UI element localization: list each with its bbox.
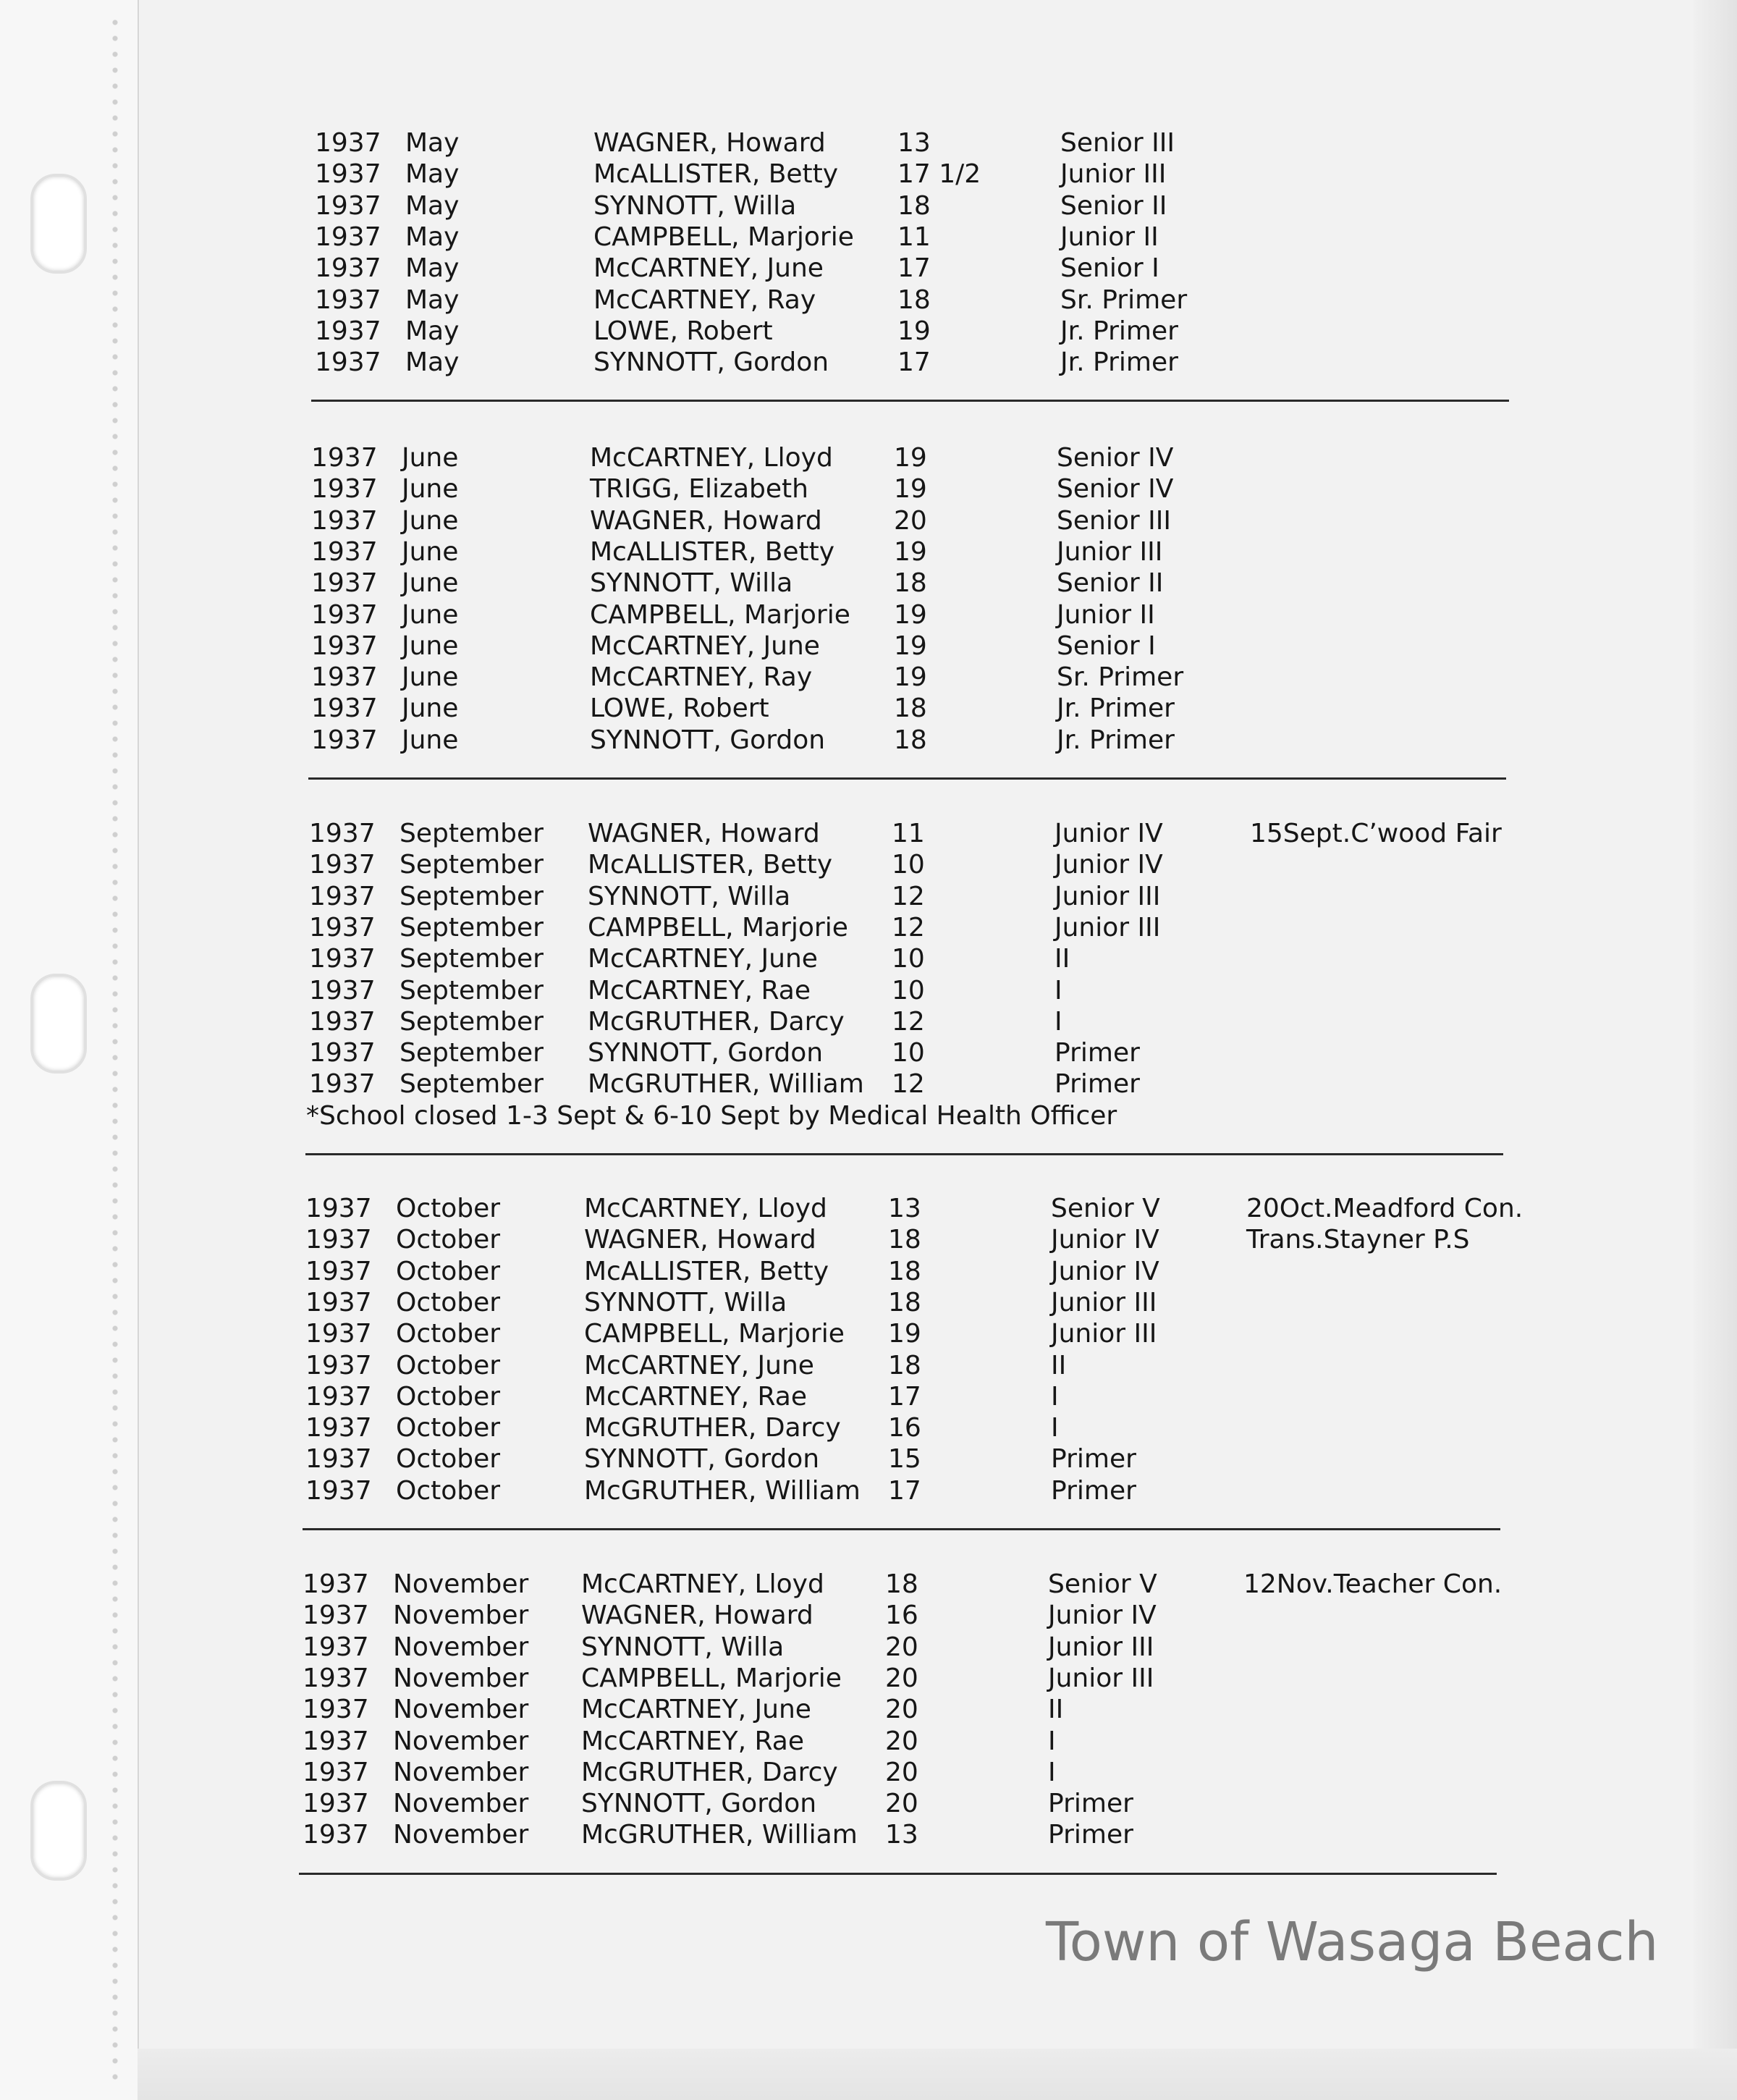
grade-cell: Senior V (1051, 1194, 1160, 1223)
table-row (305, 1193, 1737, 1225)
grade-cell: I (1055, 975, 1062, 1005)
mark-cell: 17 (888, 1381, 921, 1412)
year-cell: 1937 (309, 881, 376, 911)
student-name-cell: WAGNER, Howard (593, 128, 826, 158)
month-cell: September (400, 881, 544, 911)
table-row (311, 568, 1737, 599)
grade-cell: Senior IV (1057, 474, 1174, 505)
grade-cell: II (1055, 944, 1070, 974)
year-cell: 1937 (309, 819, 376, 848)
year-cell: 1937 (315, 284, 381, 315)
mark-cell: 20 (885, 1663, 918, 1693)
year-cell: 1937 (303, 1820, 369, 1850)
month-cell: May (405, 253, 460, 284)
table-row (311, 442, 1737, 474)
mark-cell: 18 (894, 693, 927, 724)
table-row (315, 127, 1737, 159)
table-row (309, 1068, 1737, 1100)
table-row (305, 1287, 1737, 1319)
month-cell: May (405, 284, 460, 315)
table-row (315, 222, 1737, 253)
year-cell: 1937 (305, 1350, 372, 1380)
year-cell: 1937 (303, 1632, 369, 1662)
year-cell: 1937 (305, 1475, 372, 1506)
year-cell: 1937 (311, 443, 378, 473)
student-name-cell: LOWE, Robert (593, 316, 773, 346)
grade-cell: I (1051, 1381, 1059, 1412)
binder-hole (30, 974, 87, 1074)
month-cell: October (396, 1381, 501, 1412)
grade-cell: Sr. Primer (1057, 662, 1184, 693)
student-name-cell: WAGNER, Howard (584, 1225, 816, 1255)
mark-cell: 18 (894, 725, 927, 755)
month-cell: November (393, 1663, 529, 1693)
grade-cell: Primer (1051, 1475, 1136, 1506)
table-row (309, 818, 1737, 850)
table-row (305, 1412, 1737, 1444)
year-cell: 1937 (309, 975, 376, 1005)
sleeve-bottom-edge (138, 2049, 1737, 2100)
year-cell: 1937 (311, 599, 378, 630)
month-cell: June (402, 505, 459, 536)
grade-cell: Senior I (1057, 631, 1156, 661)
grade-cell: Senior III (1060, 128, 1175, 158)
mark-cell: 19 (894, 631, 927, 661)
month-cell: May (405, 316, 460, 346)
binder-strip (0, 0, 140, 2100)
student-name-cell: CAMPBELL, Marjorie (588, 912, 848, 943)
year-cell: 1937 (309, 912, 376, 943)
grade-cell: Junior II (1060, 222, 1159, 252)
mark-cell: 10 (892, 975, 925, 1005)
month-cell: May (405, 159, 460, 190)
table-row (303, 1757, 1737, 1789)
grade-cell: Sr. Primer (1060, 284, 1188, 315)
month-cell: June (402, 662, 459, 693)
mark-cell: 10 (892, 944, 925, 974)
mark-cell: 13 (897, 128, 931, 158)
mark-cell: 10 (892, 850, 925, 880)
mark-cell: 19 (894, 443, 927, 473)
year-cell: 1937 (315, 159, 381, 190)
month-cell: October (396, 1444, 501, 1475)
grade-cell: Senior IV (1057, 443, 1174, 473)
table-row (309, 1037, 1737, 1069)
month-cell: November (393, 1820, 529, 1850)
mark-cell: 18 (897, 190, 931, 221)
year-cell: 1937 (311, 474, 378, 505)
mark-cell: 19 (888, 1319, 921, 1349)
table-row (315, 347, 1737, 379)
mark-cell: 18 (888, 1350, 921, 1380)
month-cell: June (402, 568, 459, 599)
mark-cell: 18 (888, 1256, 921, 1286)
grade-cell: Junior IV (1051, 1256, 1159, 1286)
mark-cell: 17 1/2 (897, 159, 981, 190)
student-name-cell: McGRUTHER, William (581, 1820, 858, 1850)
month-cell: October (396, 1350, 501, 1380)
student-name-cell: McGRUTHER, William (588, 1069, 864, 1100)
grade-cell: Primer (1055, 1069, 1140, 1100)
mark-cell: 20 (894, 505, 927, 536)
student-name-cell: CAMPBELL, Marjorie (581, 1663, 842, 1693)
mark-cell: 19 (894, 662, 927, 693)
year-cell: 1937 (309, 850, 376, 880)
student-name-cell: McGRUTHER, Darcy (581, 1757, 838, 1787)
student-name-cell: SYNNOTT, Gordon (581, 1789, 817, 1819)
section-divider (303, 1528, 1500, 1530)
mark-cell: 18 (888, 1287, 921, 1317)
table-row (315, 316, 1737, 347)
student-name-cell: McCARTNEY, Lloyd (584, 1194, 827, 1223)
month-cell: October (396, 1475, 501, 1506)
year-cell: 1937 (305, 1319, 372, 1349)
table-row (305, 1350, 1737, 1382)
mark-cell: 18 (885, 1569, 918, 1599)
month-cell: June (402, 443, 459, 473)
binder-hole (30, 174, 87, 274)
grade-cell: Junior III (1060, 159, 1167, 190)
mark-cell: 12 (892, 912, 925, 943)
grade-cell: Senior I (1060, 253, 1159, 284)
grade-cell: Jr. Primer (1060, 316, 1178, 346)
table-row (303, 1632, 1737, 1663)
year-cell: 1937 (315, 316, 381, 346)
student-name-cell: McALLISTER, Betty (588, 850, 833, 880)
student-name-cell: TRIGG, Elizabeth (590, 474, 808, 505)
year-cell: 1937 (309, 1006, 376, 1037)
year-cell: 1937 (303, 1757, 369, 1787)
grade-cell: Junior IV (1048, 1601, 1157, 1631)
student-name-cell: SYNNOTT, Willa (588, 881, 791, 911)
binder-hole (30, 1781, 87, 1881)
table-row (311, 473, 1737, 505)
year-cell: 1937 (311, 568, 378, 599)
year-cell: 1937 (315, 128, 381, 158)
year-cell: 1937 (305, 1194, 372, 1223)
table-row (305, 1256, 1737, 1288)
year-cell: 1937 (303, 1695, 369, 1725)
table-row (315, 159, 1737, 190)
month-cell: November (393, 1789, 529, 1819)
student-name-cell: McCARTNEY, Rae (588, 975, 811, 1005)
year-cell: 1937 (315, 222, 381, 252)
mark-cell: 12 (892, 1006, 925, 1037)
year-cell: 1937 (305, 1444, 372, 1475)
month-cell: June (402, 536, 459, 567)
grade-cell: Junior III (1055, 881, 1161, 911)
table-row (309, 1006, 1737, 1038)
year-cell: 1937 (315, 253, 381, 284)
table-row (303, 1819, 1737, 1851)
student-name-cell: SYNNOTT, Gordon (593, 347, 829, 378)
mark-cell: 11 (897, 222, 931, 252)
month-cell: November (393, 1569, 529, 1599)
note-cell: Trans.Stayner P.S (1246, 1225, 1470, 1255)
table-row (315, 253, 1737, 284)
table-row (305, 1224, 1737, 1256)
month-cell: October (396, 1413, 501, 1443)
table-row (305, 1475, 1737, 1507)
student-name-cell: SYNNOTT, Willa (593, 190, 797, 221)
year-cell: 1937 (311, 505, 378, 536)
grade-cell: Junior III (1055, 912, 1161, 943)
month-cell: June (402, 599, 459, 630)
student-name-cell: SYNNOTT, Gordon (584, 1444, 820, 1475)
student-name-cell: McCARTNEY, June (590, 631, 820, 661)
month-cell: October (396, 1194, 501, 1223)
month-cell: September (400, 944, 544, 974)
mark-cell: 16 (888, 1413, 921, 1443)
grade-cell: II (1048, 1695, 1064, 1725)
year-cell: 1937 (309, 1069, 376, 1100)
student-name-cell: SYNNOTT, Gordon (588, 1038, 824, 1068)
month-cell: May (405, 190, 460, 221)
year-cell: 1937 (311, 536, 378, 567)
grade-cell: Junior III (1051, 1287, 1157, 1317)
mark-cell: 19 (894, 599, 927, 630)
grade-cell: Junior III (1057, 536, 1163, 567)
year-cell: 1937 (311, 631, 378, 661)
table-row (311, 662, 1737, 693)
table-row (311, 599, 1737, 631)
table-row (311, 536, 1737, 568)
student-name-cell: SYNNOTT, Willa (584, 1287, 787, 1317)
grade-cell: Senior II (1057, 568, 1164, 599)
grade-cell: I (1048, 1726, 1056, 1756)
year-cell: 1937 (303, 1663, 369, 1693)
student-name-cell: McCARTNEY, Ray (593, 284, 816, 315)
student-name-cell: McCARTNEY, June (593, 253, 824, 284)
grade-cell: Junior IV (1051, 1225, 1159, 1255)
mark-cell: 18 (897, 284, 931, 315)
grade-cell: Senior V (1048, 1569, 1157, 1599)
month-cell: September (400, 819, 544, 848)
mark-cell: 13 (888, 1194, 921, 1223)
mark-cell: 11 (892, 819, 925, 848)
month-cell: June (402, 725, 459, 755)
month-cell: October (396, 1319, 501, 1349)
table-row (305, 1443, 1737, 1475)
year-cell: 1937 (311, 725, 378, 755)
student-name-cell: McCARTNEY, June (584, 1350, 814, 1380)
table-row (303, 1663, 1737, 1695)
month-cell: November (393, 1601, 529, 1631)
student-name-cell: WAGNER, Howard (590, 505, 822, 536)
table-row (311, 631, 1737, 662)
mark-cell: 19 (894, 536, 927, 567)
student-name-cell: WAGNER, Howard (581, 1601, 813, 1631)
grade-cell: Junior III (1048, 1663, 1154, 1693)
month-cell: September (400, 912, 544, 943)
student-name-cell: McALLISTER, Betty (584, 1256, 829, 1286)
table-row (311, 505, 1737, 537)
month-cell: September (400, 975, 544, 1005)
year-cell: 1937 (303, 1601, 369, 1631)
mark-cell: 18 (888, 1225, 921, 1255)
grade-cell: II (1051, 1350, 1067, 1380)
section-divider (305, 1153, 1503, 1155)
mark-cell: 20 (885, 1632, 918, 1662)
year-cell: 1937 (303, 1726, 369, 1756)
month-cell: June (402, 631, 459, 661)
table-row (309, 975, 1737, 1007)
student-name-cell: McALLISTER, Betty (590, 536, 835, 567)
perforation-strip (109, 14, 122, 2085)
grade-cell: Jr. Primer (1057, 693, 1175, 724)
year-cell: 1937 (305, 1225, 372, 1255)
year-cell: 1937 (305, 1287, 372, 1317)
mark-cell: 17 (888, 1475, 921, 1506)
grade-cell: Primer (1048, 1789, 1133, 1819)
student-name-cell: SYNNOTT, Willa (581, 1632, 785, 1662)
section-divider (311, 400, 1509, 402)
year-cell: 1937 (309, 1038, 376, 1068)
grade-cell: I (1055, 1006, 1062, 1037)
grade-cell: Junior III (1048, 1632, 1154, 1662)
mark-cell: 19 (894, 474, 927, 505)
table-row (311, 725, 1737, 756)
mark-cell: 19 (897, 316, 931, 346)
table-row (309, 943, 1737, 975)
table-row (303, 1600, 1737, 1632)
year-cell: 1937 (303, 1789, 369, 1819)
month-cell: June (402, 693, 459, 724)
year-cell: 1937 (311, 693, 378, 724)
mark-cell: 16 (885, 1601, 918, 1631)
month-cell: May (405, 222, 460, 252)
month-cell: October (396, 1225, 501, 1255)
year-cell: 1937 (315, 190, 381, 221)
mark-cell: 12 (892, 1069, 925, 1100)
note-cell: 20Oct.Meadford Con. (1246, 1194, 1523, 1223)
year-cell: 1937 (305, 1381, 372, 1412)
month-cell: November (393, 1695, 529, 1725)
year-cell: 1937 (311, 662, 378, 693)
mark-cell: 17 (897, 253, 931, 284)
student-name-cell: McGRUTHER, Darcy (588, 1006, 845, 1037)
table-row (303, 1694, 1737, 1726)
table-row (309, 881, 1737, 913)
footnote-text: *School closed 1-3 Sept & 6-10 Sept by Medical Health Officer (306, 1100, 1117, 1131)
grade-cell: Junior II (1057, 599, 1155, 630)
month-cell: October (396, 1256, 501, 1286)
grade-cell: Senior III (1057, 505, 1171, 536)
mark-cell: 20 (885, 1757, 918, 1787)
section-divider (308, 777, 1506, 780)
student-name-cell: McCARTNEY, Lloyd (581, 1569, 824, 1599)
month-cell: September (400, 1038, 544, 1068)
mark-cell: 13 (885, 1820, 918, 1850)
table-row (305, 1318, 1737, 1350)
grade-cell: Jr. Primer (1057, 725, 1175, 755)
student-name-cell: SYNNOTT, Gordon (590, 725, 826, 755)
mark-cell: 20 (885, 1695, 918, 1725)
student-name-cell: McCARTNEY, June (588, 944, 818, 974)
mark-cell: 20 (885, 1726, 918, 1756)
student-name-cell: CAMPBELL, Marjorie (584, 1319, 845, 1349)
student-name-cell: WAGNER, Howard (588, 819, 820, 848)
month-cell: November (393, 1632, 529, 1662)
month-cell: November (393, 1757, 529, 1787)
month-cell: September (400, 1006, 544, 1037)
student-name-cell: McGRUTHER, Darcy (584, 1413, 841, 1443)
table-row (315, 190, 1737, 222)
grade-cell: Jr. Primer (1060, 347, 1178, 378)
student-name-cell: McCARTNEY, Rae (581, 1726, 804, 1756)
month-cell: May (405, 128, 460, 158)
month-cell: September (400, 1069, 544, 1100)
mark-cell: 10 (892, 1038, 925, 1068)
student-name-cell: CAMPBELL, Marjorie (593, 222, 854, 252)
year-cell: 1937 (305, 1256, 372, 1286)
mark-cell: 20 (885, 1789, 918, 1819)
table-row (303, 1726, 1737, 1758)
mark-cell: 12 (892, 881, 925, 911)
month-cell: September (400, 850, 544, 880)
student-name-cell: McCARTNEY, June (581, 1695, 811, 1725)
note-cell: 12Nov.Teacher Con. (1243, 1569, 1503, 1599)
student-name-cell: McCARTNEY, Lloyd (590, 443, 833, 473)
month-cell: May (405, 347, 460, 378)
year-cell: 1937 (305, 1413, 372, 1443)
grade-cell: Junior IV (1055, 850, 1163, 880)
grade-cell: Senior II (1060, 190, 1167, 221)
section-divider (299, 1873, 1497, 1875)
student-name-cell: McALLISTER, Betty (593, 159, 839, 190)
year-cell: 1937 (309, 944, 376, 974)
month-cell: November (393, 1726, 529, 1756)
grade-cell: Junior IV (1055, 819, 1163, 848)
table-row (309, 849, 1737, 881)
table-row (303, 1569, 1737, 1601)
student-name-cell: McGRUTHER, William (584, 1475, 861, 1506)
grade-cell: I (1048, 1757, 1056, 1787)
student-name-cell: SYNNOTT, Willa (590, 568, 793, 599)
student-name-cell: McCARTNEY, Ray (590, 662, 813, 693)
year-cell: 1937 (303, 1569, 369, 1599)
grade-cell: Primer (1055, 1038, 1140, 1068)
grade-cell: Primer (1048, 1820, 1133, 1850)
student-name-cell: LOWE, Robert (590, 693, 769, 724)
table-row (305, 1381, 1737, 1413)
note-cell: 15Sept.C’wood Fair (1250, 819, 1502, 848)
mark-cell: 18 (894, 568, 927, 599)
grade-cell: I (1051, 1413, 1059, 1443)
year-cell: 1937 (315, 347, 381, 378)
student-name-cell: McCARTNEY, Rae (584, 1381, 807, 1412)
table-row (315, 284, 1737, 316)
mark-cell: 15 (888, 1444, 921, 1475)
month-cell: October (396, 1287, 501, 1317)
month-cell: June (402, 474, 459, 505)
grade-cell: Primer (1051, 1444, 1136, 1475)
grade-cell: Junior III (1051, 1319, 1157, 1349)
table-row (303, 1788, 1737, 1820)
student-name-cell: CAMPBELL, Marjorie (590, 599, 850, 630)
mark-cell: 17 (897, 347, 931, 378)
watermark-text: Town of Wasaga Beach (1046, 1911, 1659, 1973)
table-row (309, 912, 1737, 944)
table-row (311, 693, 1737, 725)
